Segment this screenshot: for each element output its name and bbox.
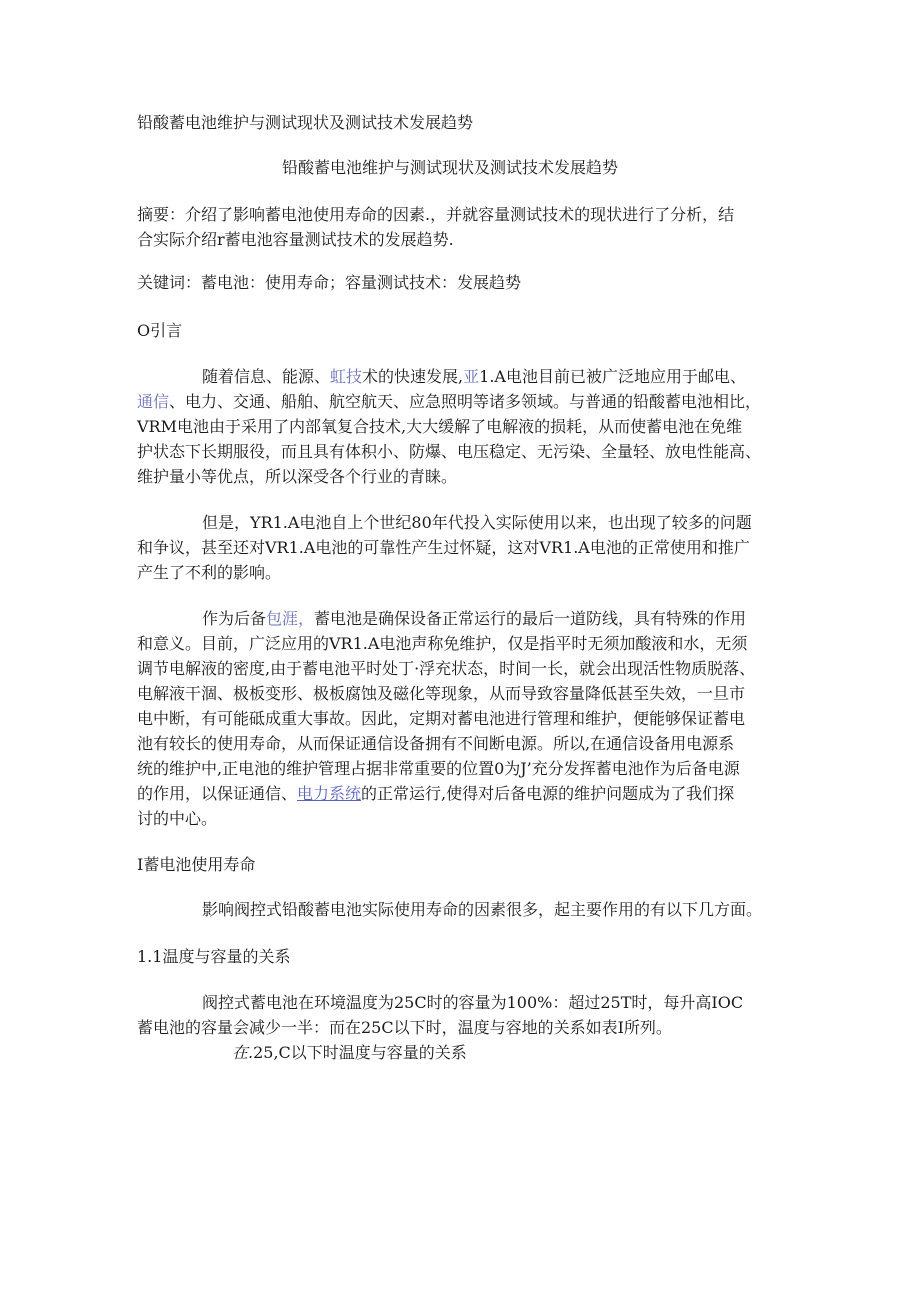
paragraph-line: 影响阀控式铅酸蓄电池实际使用寿命的因素很多，起主要作用的有以下几方面。 <box>202 900 763 919</box>
keywords: 关键词：蓄电池：使用寿命；容量测试技术：发展趋势 <box>137 273 522 292</box>
caption-text: 25,C以下时温度与容量的关系 <box>253 1043 467 1062</box>
paragraph-line: 蓄电池的容量会减少一半：而在25C以下时，温度与容地的关系如表I所列。 <box>137 1018 672 1037</box>
paragraph-line <box>202 609 746 629</box>
paragraph-line: 但是，YR1.A电池自上个世纪80年代投入实际使用以来，也出现了较多的问题 <box>202 513 752 532</box>
text-run: 的正常运行,使得对后备电源的维护问题成为了我们探 <box>361 784 735 803</box>
paragraph-line <box>137 392 761 412</box>
text-run: 蓄电池是确保设备正常运行的最后一道防线，具有特殊的作用 <box>314 609 747 628</box>
paragraph-line: 阀控式蓄电池在环境温度为25C时的容量为100%：超过25T时，每升高IOC <box>202 993 744 1012</box>
abstract-line-2: 合实际介绍r蓄电池容量测试技术的发展趋势. <box>137 230 454 249</box>
paragraph-line: 和意义。目前，广泛应用的VR1.A电池声称免维护，仅是指平时无须加酸液和水，无须 <box>137 634 748 653</box>
paragraph-line: 产生了不利的影响。 <box>137 563 282 582</box>
caption-prefix: 在. <box>232 1043 254 1062</box>
paragraph-line: 调节电解液的密度,由于蓄电池平时处丁·浮充状态，时间一长，就会出现活性物质脱落、 <box>137 659 756 678</box>
abstract-line-1: 摘要：介绍了影响蓄电池使用寿命的因素.，并就容量测试技术的现状进行了分析，结 <box>137 205 735 224</box>
paragraph-line <box>202 367 746 387</box>
paragraph-line: 护状态下长期服役，而且具有体积小、防爆、电压稳定、无污染、全量轻、放电性能高、 <box>137 442 762 461</box>
table-caption <box>232 1043 467 1063</box>
section-heading-intro: O引言 <box>137 321 183 340</box>
text-run: 作为后备 <box>202 609 267 628</box>
text-run: 、电力、交通、船舶、航空航天、应急照明等诸多领域。与普通的铅酸蓄电池相比， <box>169 392 762 411</box>
hyperlink[interactable]: 包涯， <box>266 609 315 628</box>
hyperlink-power-system[interactable]: 电力系统 <box>297 784 362 803</box>
paragraph-line: 和争议，甚至还对VR1.A电池的可靠性产生过怀疑，这对VR1.A电池的正常使用和推广 <box>137 538 750 557</box>
hyperlink[interactable]: 虹技 <box>330 367 363 386</box>
text-run: 1.A电池目前已被广泛地应用于邮电、 <box>479 367 746 386</box>
hyperlink[interactable]: 通信 <box>137 392 170 411</box>
paragraph-line: VRM电池由于采用了内部氧复合技术,大大缓解了电解液的损耗，从而使蓄电池在免维 <box>137 417 743 436</box>
paragraph-line: 讨的中心。 <box>137 809 218 828</box>
paragraph-line <box>137 784 734 804</box>
document-title-top: 铅酸蓄电池维护与测试现状及测试技术发展趋势 <box>137 113 474 132</box>
paragraph-line: 维护量小等优点，所以深受各个行业的青睐。 <box>137 467 458 486</box>
paragraph-line: 电中断，有可能砥成重大事故。因此，定期对蓄电池进行管理和维护，便能够保证蓄电 <box>137 709 746 728</box>
paragraph-line: 池有较长的使用寿命，从而保证通信设备拥有不间断电源。所以,在通信设备用电源系 <box>137 734 735 753</box>
paragraph-line: 电解液干涸、极板变形、极板腐蚀及磁化等现象，从而导致容量降低甚至失效，一旦市 <box>137 684 746 703</box>
article-title: 铅酸蓄电池维护与测试现状及测试技术发展趋势 <box>282 158 619 177</box>
hyperlink[interactable]: 亚 <box>463 367 480 386</box>
paragraph-line: 统的维护中,正电池的维护管理占据非常重要的位置0为J’充分发挥蓄电池作为后备电源 <box>137 759 740 778</box>
text-run: 的作用，以保证通信、 <box>137 784 298 803</box>
text-run: 随着信息、能源、 <box>202 367 331 386</box>
subsection-heading: 1.1温度与容量的关系 <box>137 947 291 966</box>
text-run: 术的快速发展, <box>362 367 464 386</box>
section-heading-battery-life: I蓄电池使用寿命 <box>137 855 256 874</box>
